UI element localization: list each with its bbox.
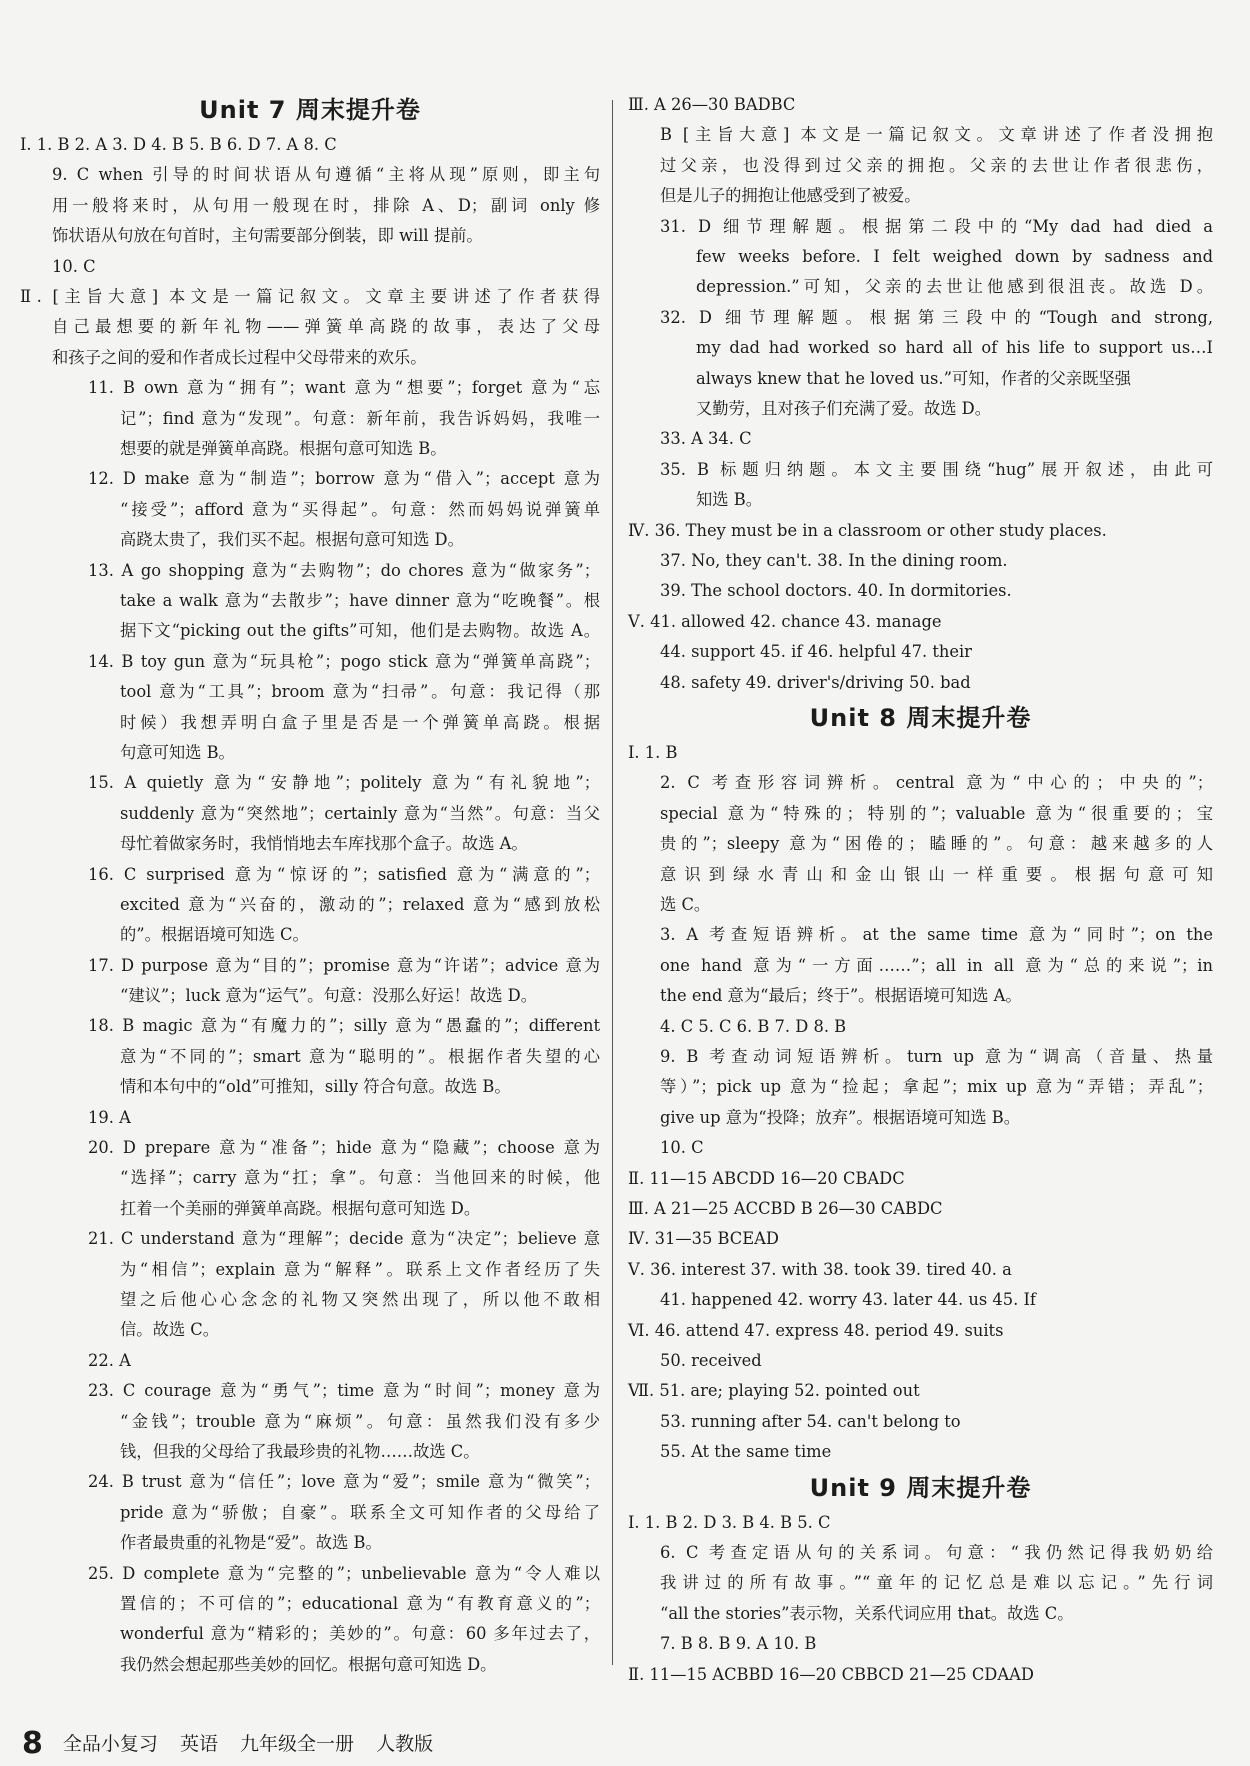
answer-line: 17. D purpose 意为“目的”；promise 意为“许诺”；advice 意为 (88, 955, 600, 975)
answer-line: tool 意为“工具”；broom 意为“扫帚”。句意：我记得（那 (120, 682, 600, 702)
answer-line: 23. C courage 意为“勇气”；time 意为“时间”；money 意为 (88, 1381, 600, 1401)
left-column (20, 90, 600, 1680)
answer-line: “建议”；luck 意为“运气”。句意：没那么好运！故选 D。 (120, 986, 538, 1006)
answer-line: 作者最贵重的礼物是“爱”。故选 B。 (120, 1533, 382, 1553)
unit-title: Unit 9 周末提升卷 (809, 1473, 1032, 1502)
answer-line: Ⅰ. 1. B 2. A 3. D 4. B 5. B 6. D 7. A 8. C (20, 135, 337, 154)
answer-line: 时候）我想弄明白盒子里是否是一个弹簧单高跷。根据 (120, 712, 600, 732)
answer-line: 18. B magic 意为“有魔力的”；silly 意为“愚蠢的”；different (88, 1016, 600, 1036)
column-divider (612, 100, 613, 1665)
answer-line: 15. A quietly 意为“安静地”；politely 意为“有礼貌地”； (88, 773, 600, 793)
answer-line: the end 意为“最后；终于”。根据语境可知选 A。 (660, 986, 1022, 1006)
answer-line: Ⅲ. A 21—25 ACCBD B 26—30 CABDC (628, 1198, 943, 1218)
edition: 人教版 (376, 1733, 434, 1755)
answer-line: 情和本句中的“old”可推知，silly 符合句意。故选 B。 (120, 1077, 511, 1097)
answer-line: “选择”；carry 意为“扛；拿”。句意：当他回来的时候，他 (120, 1168, 600, 1188)
answer-line: 用一般将来时，从句用一般现在时，排除 A、D；副词 only 修 (52, 195, 600, 215)
answer-line: Ⅱ. 11—15 ABCDD 16—20 CBADC (628, 1168, 905, 1188)
answer-line: 3. A 考查短语辨析。at the same time 意为“同时”；on the (660, 925, 1213, 945)
answer-line: B [主旨大意] 本文是一篇记叙文。文章讲述了作者没拥抱 (660, 125, 1213, 145)
answer-line: 想要的就是弹簧单高跷。根据句意可知选 B。 (120, 438, 447, 458)
answer-line: 21. C understand 意为“理解”；decide 意为“决定”；believe 意 (88, 1229, 600, 1249)
answer-line: take a walk 意为“去散步”；have dinner 意为“吃晚餐”。根 (120, 590, 600, 610)
answer-line: 10. C (52, 256, 96, 276)
answer-line: 贵的”；sleepy 意为“困倦的；瞌睡的”。句意：越来越多的人 (660, 834, 1213, 854)
answer-line: 35. B 标题归纳题。本文主要围绕“hug”展开叙述，由此可 (660, 459, 1213, 479)
answer-line: 置信的；不可信的”；educational 意为“有教育意义的”； (120, 1594, 600, 1614)
answer-line: always knew that he loved us.”可知，作者的父亲既坚强 (696, 368, 1132, 388)
answer-line: 望之后他心心念念的礼物又突然出现了，所以他不敢相 (120, 1290, 600, 1310)
answer-line: Ⅴ. 41. allowed 42. chance 43. manage (628, 611, 942, 631)
answer-line: 选 C。 (660, 894, 711, 914)
answer-line: 53. running after 54. can't belong to (660, 1411, 961, 1431)
answer-line: Ⅰ. 1. B 2. D 3. B 4. B 5. C (628, 1512, 831, 1532)
page-footer (22, 1726, 449, 1761)
answer-line: 9. B 考查动词短语辨析。turn up 意为“调高（音量、热量 (660, 1046, 1213, 1066)
answer-line: 22. A (88, 1350, 131, 1370)
answer-line: pride 意为“骄傲；自豪”。联系全文可知作者的父母给了 (120, 1502, 600, 1522)
answer-line: 饰状语从句放在句首时，主句需要部分倒装，即 will 提前。 (52, 226, 483, 246)
answer-line: Ⅱ. [主旨大意] 本文是一篇记叙文。文章主要讲述了作者获得 (20, 287, 600, 306)
answer-line: one hand 意为“一方面……”；all in all 意为“总的来说”；in (660, 955, 1213, 975)
grade: 九年级全一册 (240, 1733, 355, 1755)
answer-line: 扛着一个美丽的弹簧单高跷。根据句意可知选 D。 (120, 1198, 481, 1218)
answer-line: 我讲过的所有故事。”“童年的记忆总是难以忘记。”先行词 (660, 1573, 1213, 1593)
answer-line: 25. D complete 意为“完整的”；unbelievable 意为“令人难以 (88, 1563, 600, 1583)
answer-line: 等）”；pick up 意为“捡起；拿起”；mix up 意为“弄错；弄乱”； (660, 1077, 1213, 1097)
answer-line: 2. C 考查形容词辨析。central 意为“中心的；中央的”； (660, 773, 1213, 793)
answer-line: 知选 B。 (696, 490, 762, 510)
answer-line: 14. B toy gun 意为“玩具枪”；pogo stick 意为“弹簧单高跷”； (88, 651, 600, 671)
answer-line: 高跷太贵了，我们买不起。根据句意可知选 D。 (120, 530, 464, 550)
answer-line: 11. B own 意为“拥有”；want 意为“想要”；forget 意为“忘 (88, 378, 600, 398)
answer-line: 10. C (660, 1138, 704, 1158)
answer-line: Ⅶ. 51. are; playing 52. pointed out (628, 1381, 920, 1401)
answer-line: 又勤劳，且对孩子们充满了爱。故选 D。 (696, 398, 992, 418)
answer-line: 7. B 8. B 9. A 10. B (660, 1634, 817, 1654)
answer-line: 我仍然会想起那些美妙的回忆。根据句意可知选 D。 (120, 1654, 497, 1674)
answer-line: 41. happened 42. worry 43. later 44. us 45. If (660, 1290, 1036, 1310)
answer-line: Ⅴ. 36. interest 37. with 38. took 39. tired 40. a (628, 1259, 1012, 1279)
answer-line: 31. D 细节理解题。根据第二段中的“My dad had died a (660, 216, 1213, 236)
answer-line: 19. A (88, 1107, 131, 1127)
answer-line: 自己最想要的新年礼物——弹簧单高跷的故事，表达了父母 (52, 317, 600, 337)
answer-line: “all the stories”表示物，关系代词应用 that。故选 C。 (660, 1603, 1074, 1623)
answer-line: wonderful 意为“精彩的；美妙的”。句意：60 多年过去了， (120, 1624, 600, 1644)
answer-line: 为“相信”；explain 意为“解释”。联系上文作者经历了失 (120, 1259, 600, 1279)
answer-line: Ⅲ. A 26—30 BADBC (628, 95, 796, 114)
answer-line: excited 意为“兴奋的，激动的”；relaxed 意为“感到放松 (120, 894, 600, 914)
answer-line: special 意为“特殊的；特别的”；valuable 意为“很重要的；宝 (660, 803, 1213, 823)
page-number: 8 (22, 1726, 43, 1761)
subject: 英语 (179, 1733, 218, 1755)
answer-line: 50. received (660, 1351, 762, 1370)
answer-line: 4. C 5. C 6. B 7. D 8. B (660, 1016, 847, 1036)
answer-line: 12. D make 意为“制造”；borrow 意为“借入”；accept 意为 (88, 469, 600, 489)
right-column (628, 90, 1213, 1690)
answer-line: Ⅳ. 31—35 BCEAD (628, 1229, 779, 1249)
answer-line: 和孩子之间的爱和作者成长过程中父母带来的欢乐。 (52, 347, 427, 367)
answer-line: 32. D 细节理解题。根据第三段中的“Tough and strong, (660, 307, 1213, 327)
answer-line: “金钱”；trouble 意为“麻烦”。句意：虽然我们没有多少 (120, 1411, 600, 1431)
answer-line: 20. D prepare 意为“准备”；hide 意为“隐藏”；choose 意为 (88, 1138, 600, 1158)
answer-line: depression.”可知，父亲的去世让他感到很沮丧。故选 D。 (696, 277, 1213, 297)
answer-line: 44. support 45. if 46. helpful 47. their (660, 642, 972, 662)
answer-line: 钱，但我的父母给了我最珍贵的礼物……故选 C。 (120, 1442, 480, 1462)
answer-line: Ⅳ. 36. They must be in a classroom or other study places. (628, 520, 1107, 540)
answer-line: 39. The school doctors. 40. In dormitories. (660, 581, 1012, 601)
answer-line: 13. A go shopping 意为“去购物”；do chores 意为“做家务”； (88, 560, 600, 580)
answer-line: 的”。根据语境可知选 C。 (120, 925, 309, 945)
answer-line: 记”；find 意为“发现”。句意：新年前，我告诉妈妈，我唯一 (120, 408, 600, 428)
answer-line: give up 意为“投降；放弃”。根据语境可知选 B。 (660, 1107, 1021, 1127)
unit-title: Unit 8 周末提升卷 (809, 704, 1032, 732)
book-title: 全品小复习 (62, 1733, 158, 1755)
answer-line: 16. C surprised 意为“惊讶的”；satisfied 意为“满意的”； (88, 864, 600, 884)
answer-line: Ⅵ. 46. attend 47. express 48. period 49. suits (628, 1320, 1004, 1340)
answer-line: 信。故选 C。 (120, 1320, 220, 1340)
answer-line: 句意可知选 B。 (120, 742, 235, 762)
answer-line: suddenly 意为“突然地”；certainly 意为“当然”。句意：当父 (120, 803, 600, 823)
answer-line: 24. B trust 意为“信任”；love 意为“爱”；smile 意为“微笑”； (88, 1472, 600, 1492)
answer-line: 据下文“picking out the gifts”可知，他们是去购物。故选 A。 (120, 621, 600, 641)
answer-line: 意为“不同的”；smart 意为“聪明的”。根据作者失望的心 (120, 1046, 600, 1066)
answer-line: my dad had worked so hard all of his life to support us…I (696, 338, 1213, 358)
answer-line: 55. At the same time (660, 1442, 832, 1462)
answer-line: Ⅱ. 11—15 ACBBD 16—20 CBBCD 21—25 CDAAD (628, 1664, 1034, 1684)
answer-line: 意识到绿水青山和金山银山一样重要。根据句意可知 (660, 864, 1213, 884)
answer-line: Ⅰ. 1. B (628, 743, 678, 762)
answer-line: 9. C when 引导的时间状语从句遵循“主将从现”原则，即主句 (52, 165, 600, 185)
answer-line: 6. C 考查定语从句的关系词。句意：“我仍然记得我奶奶给 (660, 1543, 1213, 1563)
answer-line: 母忙着做家务时，我悄悄地去车库找那个盒子。故选 A。 (120, 834, 528, 854)
answer-line: “接受”；afford 意为“买得起”。句意：然而妈妈说弹簧单 (120, 499, 600, 519)
unit-title: Unit 7 周末提升卷 (199, 96, 421, 124)
answer-line: few weeks before. I felt weighed down by sadness and (696, 246, 1213, 266)
answer-line: 但是儿子的拥抱让他感受到了被爱。 (660, 186, 921, 206)
answer-line: 过父亲，也没得到过父亲的拥抱。父亲的去世让作者很悲伤， (660, 155, 1213, 175)
answer-line: 37. No, they can't. 38. In the dining room. (660, 550, 1008, 570)
answer-line: 48. safety 49. driver's/driving 50. bad (660, 672, 971, 692)
answer-line: 33. A 34. C (660, 429, 752, 449)
